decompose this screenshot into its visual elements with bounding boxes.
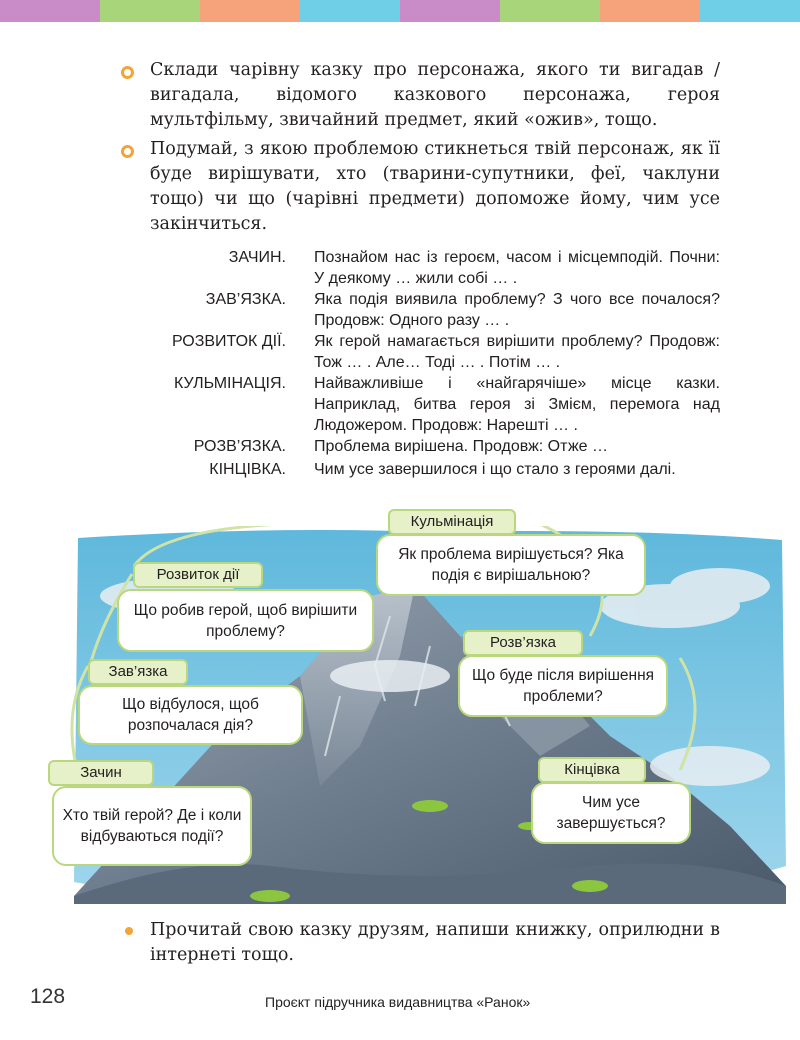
zaviazka-label: Зав’язка [88,659,188,685]
dot-bullet-icon [125,927,133,935]
final-task-text: Прочитай свою казку друзям, напиши книжку, оприлюдни в інтернеті тощо. [150,920,720,965]
rozvytok-box [117,589,374,652]
color-segment [0,0,100,22]
term-zachyn: ЗАЧИН. [228,249,286,266]
kintsivka-text: Чим усе завершується? [556,794,666,832]
color-segment [500,0,600,22]
footer-text: Проєкт підручника видавництва «Ранок» [265,994,531,1010]
color-segment [400,0,500,22]
kulminatsiia-label: Кульмінація [388,509,516,535]
desc-kulminatsiia: Найважливіше і «найгарячіше» місце казки. Наприклад, битва героя зі Змієм, перемога над Людожером. Продовж: Нарешті … . [314,375,720,434]
color-segment [200,0,300,22]
term-rozviazka: РОЗВ’ЯЗКА. [193,438,286,455]
color-segment [300,0,400,22]
rozviazka-text: Що буде після вирішення проблеми? [471,667,655,705]
kulminatsiia-box [376,534,646,596]
term-zaviazka: ЗАВ’ЯЗКА. [205,291,286,308]
task-1-text: Склади чарівну казку про персонажа, якого ти вигадав / вигадала, відомого казкового персонажа, героя мультфільму, звичайний предмет, який «ожив», тощо. [150,60,720,130]
term-kulminatsiia: КУЛЬМІНАЦІЯ. [173,375,286,392]
desc-zachyn: Познайом нас із героєм, часом і місцемподій. Почни: У деякому … жили собі … . [314,249,720,287]
color-segment [100,0,200,22]
top-color-bar [0,0,800,22]
ring-bullet-icon [121,145,134,158]
zachyn-text: Хто твій герой? Де і коли відбуваються події? [62,807,242,845]
rozviazka-label: Розв’язка [463,630,583,656]
zaviazka-text: Що відбулося, щоб розпочалася дія? [122,696,259,734]
zachyn-box [52,786,252,866]
desc-rozvytok: Як герой намагається вирішити проблему? Продовж: Тож … . Але… Тоді … . Потім … . [314,333,720,371]
rozviazka-box [458,655,668,717]
desc-zaviazka: Яка подія виявила проблему? З чого все почалося? Продовж: Одного разу … . [314,291,720,329]
kintsivka-box [531,782,691,844]
task-2-text: Подумай, з якою проблемою стикнеться твій персонаж, як її буде вирішувати, хто (тварини-супутники, феї, чаклуни тощо) чи що (чарівні предмети) допоможе йому, чим усе закінчиться. [150,139,720,234]
desc-rozviazka: Проблема вирішена. Продовж: Отже … [314,438,609,455]
rozvytok-text: Що робив герой, щоб вирішити проблему? [133,601,358,640]
kulminatsiia-text: Як проблема вирішується? Яка подія є вирішальною? [398,546,624,584]
desc-kintsivka: Чим усе завершилося і що стало з героями далі. [314,461,676,478]
color-segment [700,0,800,22]
rozvytok-label: Розвиток дії [133,562,263,588]
color-segment [600,0,700,22]
ring-bullet-icon [121,66,134,79]
term-rozvytok: РОЗВИТОК ДІЇ. [171,333,286,350]
page-number: 128 [30,985,66,1008]
term-kintsivka: КІНЦІВКА. [209,461,286,478]
zachyn-label: Зачин [48,760,154,786]
zaviazka-box [78,685,303,745]
kintsivka-label: Кінцівка [538,757,646,783]
